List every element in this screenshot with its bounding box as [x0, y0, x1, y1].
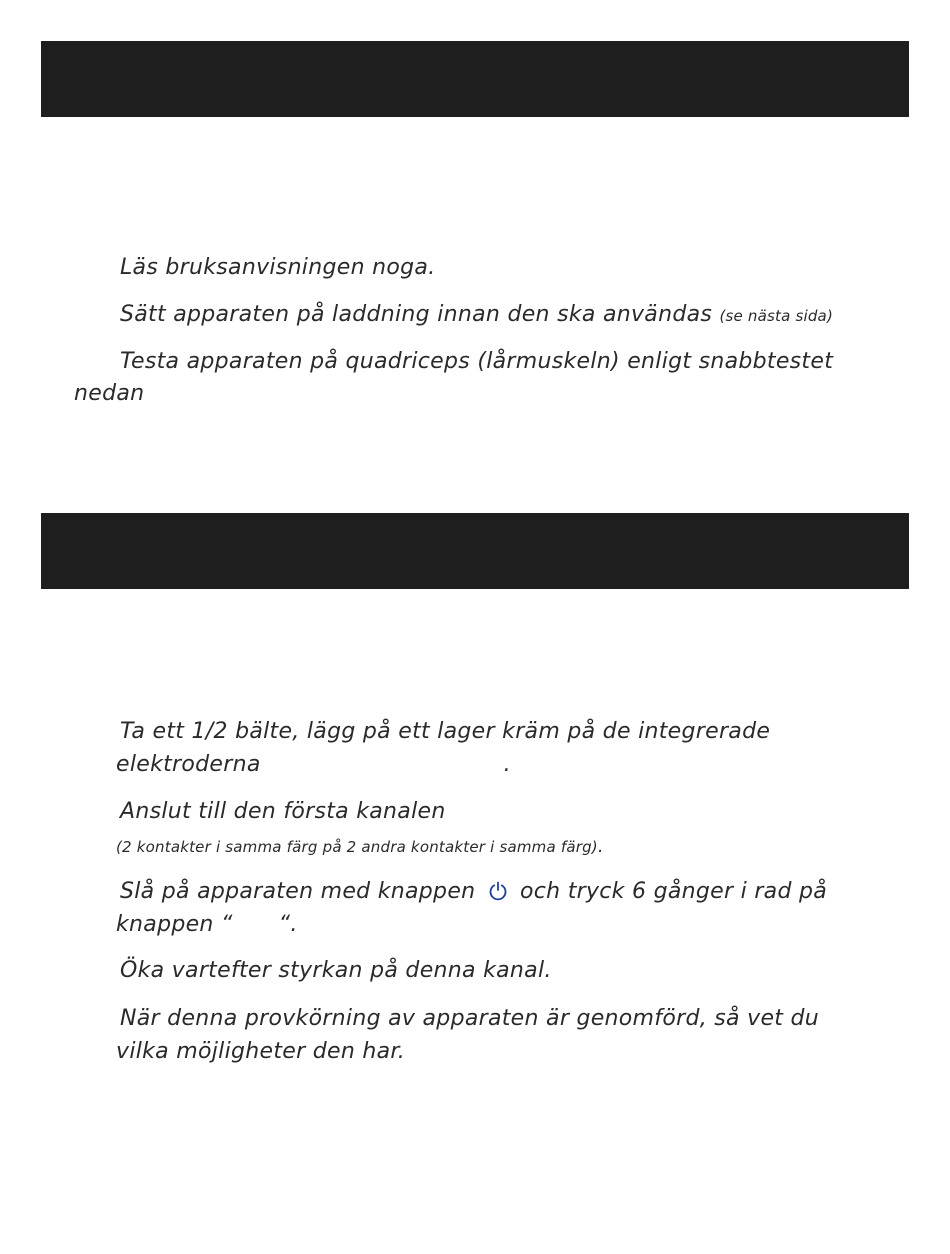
- item-test-continued: [74, 381, 144, 407]
- item-text: Testa apparaten på quadriceps (lårmuskeln) enligt snabbtestet: [120, 349, 834, 374]
- section-header-bar-2: [41, 513, 909, 589]
- step-power-on: [120, 879, 827, 905]
- step-power-on-continued: [116, 912, 298, 938]
- step-text-continued: vilka möjligheter den har.: [116, 1039, 406, 1064]
- step-increase: [120, 958, 552, 984]
- item-text: Sätt apparaten på laddning innan den ska användas: [120, 302, 713, 327]
- step-connect: [120, 799, 446, 825]
- step-note: (2 kontakter i samma färg på 2 andra kontakter i samma färg): [116, 838, 598, 856]
- item-text: Läs bruksanvisningen noga.: [120, 255, 436, 280]
- power-icon: [487, 880, 509, 902]
- step-text: Anslut till den första kanalen: [120, 799, 446, 824]
- step-belt-continued: [116, 752, 511, 778]
- step-text-continued: elektroderna: [116, 752, 261, 777]
- section-header-bar-1: [41, 41, 909, 117]
- step-note-end: .: [597, 836, 604, 857]
- step-text-end: “.: [278, 912, 298, 937]
- item-read-manual: [120, 255, 435, 281]
- step-finished-continued: [116, 1039, 405, 1065]
- item-charge: [120, 302, 833, 329]
- item-test: [120, 349, 833, 375]
- step-text-end: .: [503, 752, 511, 777]
- step-text-after-icon: och tryck 6 gånger i rad på: [520, 879, 828, 904]
- step-text: Öka vartefter styrkan på denna kanal.: [120, 958, 552, 983]
- item-text-continued: nedan: [74, 381, 145, 406]
- item-note: (se nästa sida): [719, 307, 834, 325]
- step-text: Ta ett 1/2 bälte, lägg på ett lager kräm på de integrerade: [120, 719, 771, 744]
- step-finished: [120, 1006, 819, 1032]
- step-connect-note: [116, 834, 604, 860]
- step-text-continued: knappen “: [116, 912, 233, 937]
- step-text: När denna provkörning av apparaten är genomförd, så vet du: [120, 1006, 820, 1031]
- step-text: Slå på apparaten med knappen: [120, 879, 476, 904]
- step-belt: [120, 719, 770, 745]
